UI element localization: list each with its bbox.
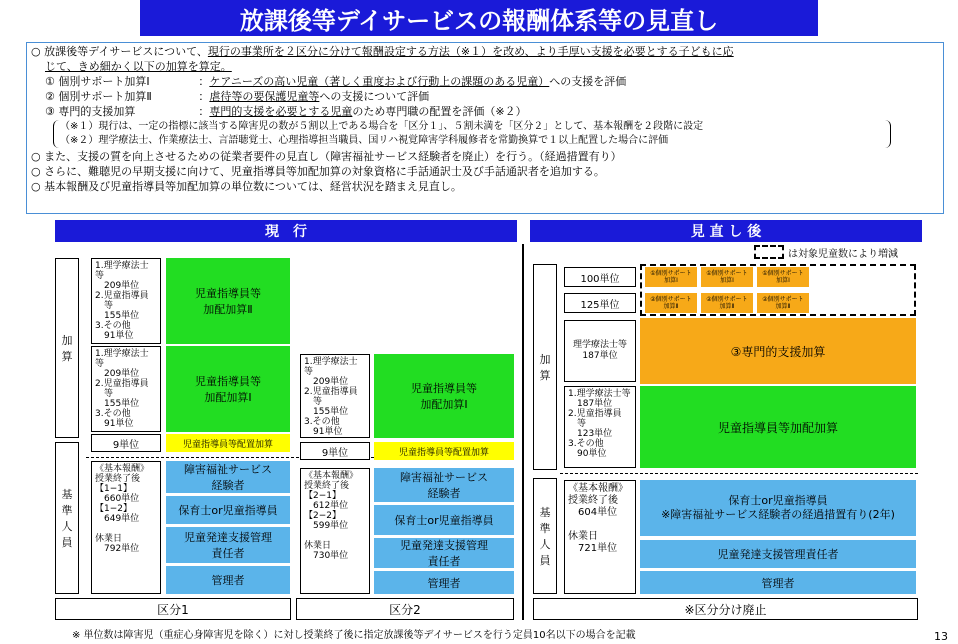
item-rest: への支援を評価 bbox=[549, 75, 627, 88]
k1-units-box-2: 1.理学療法士等 209単位 2.児童指導員 等 155単位 3.その他 91単位 bbox=[91, 346, 161, 432]
bullet-1: ○ また、支援の質を向上させるための従業者要件の見直し（障害福祉サービス経験者を廃止）を行う。（経過措置有り） bbox=[31, 150, 622, 163]
u100-text: 100単位 bbox=[580, 273, 620, 285]
current-header bbox=[55, 220, 517, 242]
support-2-c bbox=[757, 293, 809, 313]
item-name: 専門的支援加算 bbox=[58, 105, 136, 118]
staff-text: 保育士or児童指導員 ※障害福祉サービス経験者の経過措置有り(2年) bbox=[661, 494, 895, 521]
item-underline: 虐待等の要保護児童等 bbox=[209, 90, 320, 103]
staff-text: 保育士or児童指導員 bbox=[178, 504, 278, 517]
center-divider bbox=[522, 244, 524, 620]
dashed-line-revised bbox=[560, 473, 918, 474]
k1-base-box: 《基本報酬》 授業終了後 【1−1】 660単位 【1−2】 649単位 休業日 792単位 bbox=[91, 461, 161, 594]
k1-kahai-2-text: 児童指導員等 加配加算Ⅱ bbox=[195, 287, 261, 316]
staff-text: 管理者 bbox=[211, 574, 245, 587]
current-header-text: 現 行 bbox=[265, 224, 307, 240]
intro-item-2 bbox=[31, 89, 939, 104]
current-kasan-label bbox=[55, 258, 79, 438]
kasan-text: 加 算 bbox=[61, 334, 73, 363]
intro-line-1 bbox=[31, 44, 939, 59]
k1-units-box-1: 1.理学療法士等 209単位 2.児童指導員 等 155単位 3.その他 91単位 bbox=[91, 258, 161, 344]
senmon-kasan bbox=[640, 318, 916, 384]
legend-text: は対象児童数により増減 bbox=[788, 249, 898, 260]
abolish-label bbox=[533, 598, 918, 620]
intro-item-1 bbox=[31, 74, 939, 89]
staff-text: 障害福祉サービス 経験者 bbox=[400, 471, 488, 500]
staff-text: 児童発達支援管理 責任者 bbox=[184, 531, 272, 560]
item-rest: への支援について評価 bbox=[319, 90, 430, 103]
revised-staff-1 bbox=[640, 480, 916, 536]
k1-staff-1 bbox=[166, 461, 290, 493]
note-1: （※１）現行は、一定の指標に該当する障害児の数が５割以上である場合を「区分１」、５割未満を「区分２」として、基本報酬を２段階に設定 bbox=[60, 121, 704, 132]
senmon-kasan-text: ③専門的支援加算 bbox=[730, 344, 826, 359]
intro-text: ○ 放課後等デイサービスについて、 bbox=[31, 45, 208, 58]
k2-haichi bbox=[374, 442, 514, 460]
pt187-box bbox=[564, 320, 636, 382]
staff-text: 障害福祉サービス 経験者 bbox=[184, 463, 272, 492]
item-sep: ： bbox=[198, 90, 210, 103]
title-bar bbox=[140, 0, 818, 36]
k2-kahai-1-text: 児童指導員等 加配加算Ⅰ bbox=[411, 382, 477, 411]
kubun1-text: 区分1 bbox=[157, 602, 189, 617]
footnote: ※ 単位数は障害児（重症心身障害児を除く）に対し授業終了後に指定放課後等デイサービスを行う定員10名以下の場合を記載 bbox=[72, 630, 636, 641]
k1-staff-4 bbox=[166, 566, 290, 594]
page-number: 13 bbox=[934, 630, 948, 643]
kubun2-label bbox=[296, 598, 514, 620]
k2-9-text: 9単位 bbox=[321, 447, 349, 459]
item-sep: ： bbox=[198, 75, 210, 88]
item-name: 個別サポート加算Ⅱ bbox=[58, 90, 152, 103]
support-text: ①個別サポート 加算Ⅰ bbox=[706, 270, 748, 284]
item-number: ③ bbox=[45, 105, 55, 118]
revised-base-box: 《基本報酬》 授業終了後 604単位 休業日 721単位 bbox=[564, 480, 636, 594]
support-1-a bbox=[645, 267, 697, 287]
support-2-b bbox=[701, 293, 753, 313]
revised-kahai-text: 児童指導員等加配加算 bbox=[717, 420, 838, 435]
legend-dashed-box bbox=[754, 245, 784, 259]
support-text: ②個別サポート 加算Ⅱ bbox=[650, 296, 692, 310]
intro-line-2: じて、きめ細かく以下の加算を算定。 bbox=[45, 60, 232, 73]
k2-staff-4 bbox=[374, 571, 514, 594]
k2-staff-2 bbox=[374, 505, 514, 535]
item-sep: ： bbox=[198, 105, 210, 118]
support-text: ①個別サポート 加算Ⅰ bbox=[650, 270, 692, 284]
k1-kahai-2 bbox=[166, 258, 290, 344]
intro-text-underlined: 現行の事業所を２区分に分けて報酬設定する方法（※１）を改め、より手厚い支援を必要とする子どもに応 bbox=[207, 45, 734, 58]
k1-kahai-1 bbox=[166, 346, 290, 432]
u125-text: 125単位 bbox=[580, 299, 620, 311]
item-underline: 専門的支援を必要とする児童 bbox=[209, 105, 353, 118]
item-number: ① bbox=[45, 75, 55, 88]
support-text: ②個別サポート 加算Ⅱ bbox=[762, 296, 804, 310]
intro-box bbox=[26, 42, 944, 214]
k1-kahai-1-text: 児童指導員等 加配加算Ⅰ bbox=[195, 375, 261, 404]
kubun1-label bbox=[55, 598, 291, 620]
revised-kasan-label bbox=[533, 264, 557, 470]
revised-kijun-label bbox=[533, 478, 557, 594]
k2-staff-3 bbox=[374, 538, 514, 568]
k2-9-units bbox=[300, 442, 370, 460]
revised-header-text: 見 直 し 後 bbox=[690, 224, 762, 240]
support-2-a bbox=[645, 293, 697, 313]
current-kijun-label bbox=[55, 442, 79, 594]
abolish-text: ※区分分け廃止 bbox=[684, 602, 767, 617]
k1-staff-3 bbox=[166, 527, 290, 563]
k2-units-box: 1.理学療法士等 209単位 2.児童指導員 等 155単位 3.その他 91単位 bbox=[300, 354, 370, 438]
k1-9-units bbox=[91, 434, 161, 452]
revised-units-box: 1.理学療法士等 187単位 2.児童指導員 等 123単位 3.その他 90単位 bbox=[564, 386, 636, 468]
revised-header bbox=[530, 220, 922, 242]
kijun-text: 基 準 人 員 bbox=[539, 506, 551, 567]
notes-bracket bbox=[53, 120, 891, 148]
k2-base-box: 《基本報酬》 授業終了後 【2−1】 612単位 【2−2】 599単位 休業日 730単位 bbox=[300, 468, 370, 594]
staff-text: 児童発達支援管理 責任者 bbox=[400, 539, 488, 568]
kijun-text: 基 準 人 員 bbox=[61, 488, 73, 549]
kubun2-text: 区分2 bbox=[389, 602, 421, 617]
k2-staff-1 bbox=[374, 468, 514, 502]
support-text: ②個別サポート 加算Ⅱ bbox=[706, 296, 748, 310]
u125-box bbox=[564, 293, 636, 313]
k1-haichi-text: 児童指導員等配置加算 bbox=[182, 439, 273, 450]
note-2: （※２）理学療法士、作業療法士、言語聴覚士、心理指導担当職員、国リハ視覚障害学科履修者を常勤換算で１以上配置した場合に評価 bbox=[60, 135, 669, 146]
staff-text: 管理者 bbox=[761, 576, 795, 590]
support-text: ①個別サポート 加算Ⅰ bbox=[762, 270, 804, 284]
bullet-2: ○ さらに、難聴児の早期支援に向けて、児童指導員等加配加算の対象資格に手話通訳士及び手話通訳者を追加する。 bbox=[31, 165, 605, 178]
pt187-text: 理学療法士等 187単位 bbox=[572, 340, 627, 361]
item-rest: のため専門職の配置を評価（※２） bbox=[352, 105, 527, 118]
k1-haichi bbox=[166, 434, 290, 452]
staff-text: 保育士or児童指導員 bbox=[394, 514, 494, 527]
staff-text: 管理者 bbox=[427, 576, 461, 590]
intro-item-3 bbox=[31, 104, 939, 119]
kasan-text: 加 算 bbox=[539, 353, 551, 382]
revised-kahai bbox=[640, 386, 916, 468]
support-1-c bbox=[757, 267, 809, 287]
bullet-3: ○ 基本報酬及び児童指導員等加配加算の単位数については、経営状況を踏まえ見直し。 bbox=[31, 180, 462, 193]
item-name: 個別サポート加算Ⅰ bbox=[58, 75, 150, 88]
revised-staff-2 bbox=[640, 540, 916, 568]
k1-9-text: 9単位 bbox=[112, 439, 140, 451]
item-underline: ケアニーズの高い児童（著しく重度および行動上の課題のある児童） bbox=[209, 75, 550, 88]
item-number: ② bbox=[45, 90, 55, 103]
revised-staff-3 bbox=[640, 571, 916, 594]
k1-staff-2 bbox=[166, 496, 290, 524]
k2-haichi-text: 児童指導員等配置加算 bbox=[398, 447, 489, 458]
support-1-b bbox=[701, 267, 753, 287]
staff-text: 児童発達支援管理責任者 bbox=[717, 548, 839, 561]
u100-box bbox=[564, 267, 636, 287]
k2-kahai-1 bbox=[374, 354, 514, 438]
page-title: 放課後等デイサービスの報酬体系等の見直し bbox=[239, 6, 719, 35]
